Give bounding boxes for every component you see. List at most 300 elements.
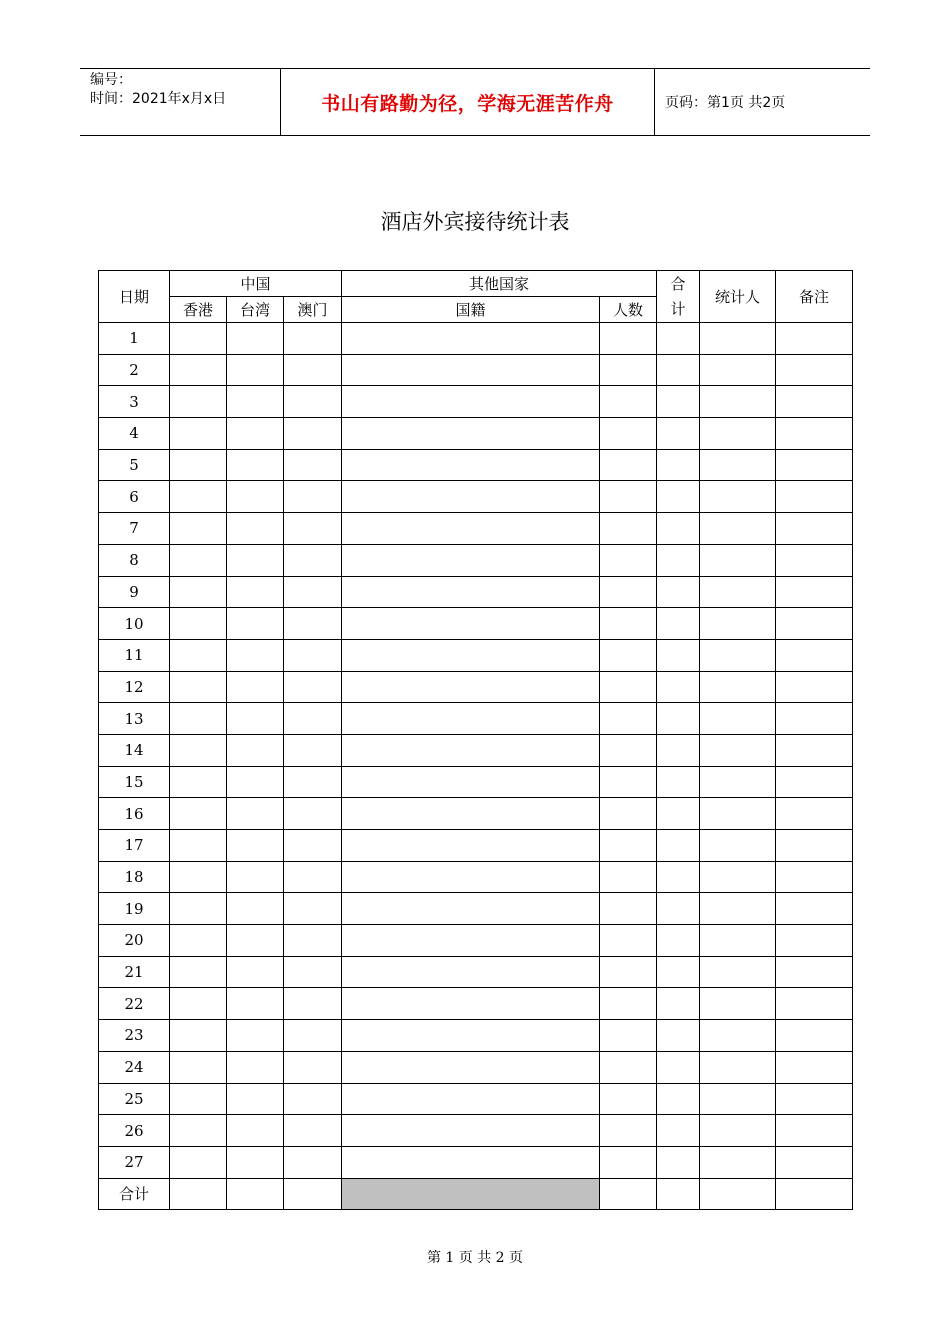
cell-count[interactable] (600, 1051, 657, 1083)
row-date-label: 12 (99, 671, 170, 703)
total-cell-count[interactable] (600, 1178, 657, 1210)
cell-total[interactable] (657, 766, 700, 798)
cell-mo[interactable] (284, 893, 342, 925)
cell-stat-person[interactable] (700, 481, 776, 513)
cell-mo[interactable] (284, 1020, 342, 1052)
header-page-info: 页码：第1页 共2页 (665, 95, 786, 111)
row-date-label: 20 (99, 925, 170, 957)
page-title: 酒店外宾接待统计表 (380, 210, 570, 234)
row-date-label: 10 (99, 608, 170, 640)
cell-total[interactable] (657, 893, 700, 925)
cell-mo[interactable] (284, 861, 342, 893)
cell-total[interactable] (657, 925, 700, 957)
table-row (99, 861, 853, 893)
total-cell-hk[interactable] (170, 1178, 227, 1210)
cell-nationality[interactable] (342, 925, 600, 957)
total-cell-note[interactable] (776, 1178, 853, 1210)
cell-total[interactable] (657, 1115, 700, 1147)
cell-count[interactable] (600, 766, 657, 798)
cell-hk[interactable] (170, 386, 227, 418)
cell-count[interactable] (600, 1020, 657, 1052)
cell-tw[interactable] (227, 323, 284, 355)
cell-nationality[interactable] (342, 861, 600, 893)
cell-hk[interactable] (170, 639, 227, 671)
cell-nationality[interactable] (342, 449, 600, 481)
cell-total[interactable] (657, 956, 700, 988)
col-total-header: 合 计 (657, 271, 700, 323)
table-row (99, 608, 853, 640)
row-date-label: 9 (99, 576, 170, 608)
total-cell-total[interactable] (657, 1178, 700, 1210)
table-row (99, 1020, 853, 1052)
cell-hk[interactable] (170, 1020, 227, 1052)
cell-stat-person[interactable] (700, 925, 776, 957)
table-row (99, 576, 853, 608)
group-other-header: 其他国家 (342, 271, 657, 297)
row-date-label: 5 (99, 449, 170, 481)
cell-hk[interactable] (170, 576, 227, 608)
row-date-label: 18 (99, 861, 170, 893)
cell-mo[interactable] (284, 418, 342, 450)
row-date-label: 24 (99, 1051, 170, 1083)
cell-tw[interactable] (227, 893, 284, 925)
cell-total[interactable] (657, 386, 700, 418)
table-row (99, 830, 853, 862)
cell-tw[interactable] (227, 449, 284, 481)
cell-mo[interactable] (284, 671, 342, 703)
cell-tw[interactable] (227, 481, 284, 513)
col-stat-person-header: 统计人 (700, 271, 776, 323)
cell-hk[interactable] (170, 1146, 227, 1178)
row-date-label: 4 (99, 418, 170, 450)
cell-hk[interactable] (170, 1083, 227, 1115)
cell-total[interactable] (657, 988, 700, 1020)
cell-nationality[interactable] (342, 481, 600, 513)
cell-stat-person[interactable] (700, 766, 776, 798)
cell-mo[interactable] (284, 354, 342, 386)
cell-nationality[interactable] (342, 988, 600, 1020)
cell-nationality[interactable] (342, 639, 600, 671)
cell-mo[interactable] (284, 513, 342, 545)
cell-count[interactable] (600, 1115, 657, 1147)
table-row (99, 988, 853, 1020)
cell-stat-person[interactable] (700, 1051, 776, 1083)
cell-note[interactable] (776, 988, 853, 1020)
cell-hk[interactable] (170, 354, 227, 386)
cell-hk[interactable] (170, 323, 227, 355)
time-label: 时间：2021年x月x日 (90, 91, 227, 107)
row-date-label: 2 (99, 354, 170, 386)
row-date-label: 14 (99, 734, 170, 766)
cell-total[interactable] (657, 861, 700, 893)
header-meta (80, 69, 281, 135)
cell-tw[interactable] (227, 734, 284, 766)
cell-total[interactable] (657, 323, 700, 355)
cell-nationality[interactable] (342, 830, 600, 862)
cell-stat-person[interactable] (700, 1020, 776, 1052)
table-row (99, 671, 853, 703)
cell-nationality[interactable] (342, 956, 600, 988)
cell-nationality[interactable] (342, 1146, 600, 1178)
cell-total[interactable] (657, 798, 700, 830)
cell-tw[interactable] (227, 1020, 284, 1052)
cell-tw[interactable] (227, 830, 284, 862)
cell-count[interactable] (600, 830, 657, 862)
cell-nationality[interactable] (342, 703, 600, 735)
cell-count[interactable] (600, 639, 657, 671)
col-date-header: 日期 (99, 271, 170, 323)
cell-stat-person[interactable] (700, 639, 776, 671)
cell-hk[interactable] (170, 449, 227, 481)
cell-total[interactable] (657, 830, 700, 862)
total-cell-tw[interactable] (227, 1178, 284, 1210)
cell-note[interactable] (776, 925, 853, 957)
cell-count[interactable] (600, 893, 657, 925)
cell-nationality[interactable] (342, 893, 600, 925)
cell-mo[interactable] (284, 766, 342, 798)
cell-tw[interactable] (227, 988, 284, 1020)
table-row (99, 323, 853, 355)
cell-total[interactable] (657, 671, 700, 703)
cell-note[interactable] (776, 323, 853, 355)
cell-hk[interactable] (170, 830, 227, 862)
cell-total[interactable] (657, 513, 700, 545)
cell-total[interactable] (657, 1083, 700, 1115)
cell-stat-person[interactable] (700, 418, 776, 450)
cell-tw[interactable] (227, 1146, 284, 1178)
cell-note[interactable] (776, 386, 853, 418)
cell-count[interactable] (600, 703, 657, 735)
cell-mo[interactable] (284, 956, 342, 988)
cell-stat-person[interactable] (700, 703, 776, 735)
cell-mo[interactable] (284, 481, 342, 513)
cell-note[interactable] (776, 513, 853, 545)
cell-stat-person[interactable] (700, 323, 776, 355)
cell-hk[interactable] (170, 798, 227, 830)
cell-mo[interactable] (284, 734, 342, 766)
cell-nationality[interactable] (342, 418, 600, 450)
cell-hk[interactable] (170, 513, 227, 545)
cell-nationality[interactable] (342, 386, 600, 418)
cell-tw[interactable] (227, 671, 284, 703)
cell-stat-person[interactable] (700, 988, 776, 1020)
cell-mo[interactable] (284, 925, 342, 957)
table-row (99, 1115, 853, 1147)
cell-nationality[interactable] (342, 766, 600, 798)
cell-mo[interactable] (284, 830, 342, 862)
table-row (99, 1051, 853, 1083)
cell-stat-person[interactable] (700, 354, 776, 386)
total-cell-nationality-shaded (342, 1178, 600, 1210)
row-date-label: 23 (99, 1020, 170, 1052)
cell-nationality[interactable] (342, 323, 600, 355)
cell-count[interactable] (600, 576, 657, 608)
cell-hk[interactable] (170, 734, 227, 766)
cell-tw[interactable] (227, 1115, 284, 1147)
cell-mo[interactable] (284, 386, 342, 418)
cell-note[interactable] (776, 798, 853, 830)
cell-hk[interactable] (170, 766, 227, 798)
cell-note[interactable] (776, 893, 853, 925)
cell-count[interactable] (600, 861, 657, 893)
page-footer: 第 1 页 共 2 页 (426, 1250, 524, 1266)
cell-total[interactable] (657, 1146, 700, 1178)
cell-nationality[interactable] (342, 513, 600, 545)
cell-note[interactable] (776, 703, 853, 735)
cell-mo[interactable] (284, 576, 342, 608)
cell-note[interactable] (776, 639, 853, 671)
cell-mo[interactable] (284, 1115, 342, 1147)
cell-total[interactable] (657, 639, 700, 671)
cell-mo[interactable] (284, 323, 342, 355)
cell-mo[interactable] (284, 1051, 342, 1083)
table-row (99, 734, 853, 766)
sub-mo-header: 澳门 (284, 297, 342, 323)
cell-tw[interactable] (227, 608, 284, 640)
header-row-1 (99, 271, 853, 297)
sub-hk-header: 香港 (170, 297, 227, 323)
cell-tw[interactable] (227, 418, 284, 450)
row-date-label: 16 (99, 798, 170, 830)
row-date-label: 3 (99, 386, 170, 418)
row-date-label: 27 (99, 1146, 170, 1178)
cell-count[interactable] (600, 513, 657, 545)
cell-hk[interactable] (170, 893, 227, 925)
table-row (99, 925, 853, 957)
cell-stat-person[interactable] (700, 608, 776, 640)
cell-tw[interactable] (227, 1051, 284, 1083)
cell-count[interactable] (600, 608, 657, 640)
cell-tw[interactable] (227, 354, 284, 386)
col-note-header: 备注 (776, 271, 853, 323)
cell-total[interactable] (657, 734, 700, 766)
cell-tw[interactable] (227, 576, 284, 608)
cell-hk[interactable] (170, 988, 227, 1020)
row-date-label: 19 (99, 893, 170, 925)
cell-mo[interactable] (284, 1146, 342, 1178)
cell-tw[interactable] (227, 1083, 284, 1115)
table-row (99, 956, 853, 988)
cell-note[interactable] (776, 1083, 853, 1115)
cell-note[interactable] (776, 608, 853, 640)
row-date-label: 22 (99, 988, 170, 1020)
cell-mo[interactable] (284, 1083, 342, 1115)
row-date-label: 1 (99, 323, 170, 355)
cell-count[interactable] (600, 449, 657, 481)
cell-note[interactable] (776, 1020, 853, 1052)
cell-tw[interactable] (227, 766, 284, 798)
table-row (99, 481, 853, 513)
cell-count[interactable] (600, 1083, 657, 1115)
cell-tw[interactable] (227, 861, 284, 893)
cell-note[interactable] (776, 1146, 853, 1178)
cell-total[interactable] (657, 354, 700, 386)
cell-stat-person[interactable] (700, 386, 776, 418)
row-date-label: 25 (99, 1083, 170, 1115)
cell-stat-person[interactable] (700, 1083, 776, 1115)
cell-count[interactable] (600, 956, 657, 988)
cell-note[interactable] (776, 734, 853, 766)
cell-mo[interactable] (284, 544, 342, 576)
cell-count[interactable] (600, 354, 657, 386)
table-row (99, 1146, 853, 1178)
cell-count[interactable] (600, 671, 657, 703)
cell-nationality[interactable] (342, 1115, 600, 1147)
cell-mo[interactable] (284, 639, 342, 671)
table-row (99, 418, 853, 450)
cell-mo[interactable] (284, 449, 342, 481)
cell-note[interactable] (776, 766, 853, 798)
cell-count[interactable] (600, 925, 657, 957)
cell-hk[interactable] (170, 544, 227, 576)
cell-note[interactable] (776, 1115, 853, 1147)
sub-count-header: 人数 (600, 297, 657, 323)
table-row (99, 1083, 853, 1115)
table-row (99, 449, 853, 481)
cell-hk[interactable] (170, 1115, 227, 1147)
row-date-label: 8 (99, 544, 170, 576)
cell-tw[interactable] (227, 956, 284, 988)
cell-total[interactable] (657, 703, 700, 735)
group-china-header: 中国 (170, 271, 342, 297)
cell-stat-person[interactable] (700, 449, 776, 481)
table-body (99, 323, 853, 1179)
cell-mo[interactable] (284, 608, 342, 640)
cell-stat-person[interactable] (700, 830, 776, 862)
cell-total[interactable] (657, 418, 700, 450)
cell-hk[interactable] (170, 608, 227, 640)
cell-nationality[interactable] (342, 354, 600, 386)
total-row (99, 1178, 853, 1210)
cell-stat-person[interactable] (700, 513, 776, 545)
cell-total[interactable] (657, 1051, 700, 1083)
cell-count[interactable] (600, 988, 657, 1020)
cell-tw[interactable] (227, 925, 284, 957)
row-date-label: 15 (99, 766, 170, 798)
cell-note[interactable] (776, 1051, 853, 1083)
table-row (99, 354, 853, 386)
row-date-label: 6 (99, 481, 170, 513)
row-date-label: 17 (99, 830, 170, 862)
cell-tw[interactable] (227, 386, 284, 418)
cell-nationality[interactable] (342, 1051, 600, 1083)
cell-tw[interactable] (227, 544, 284, 576)
row-date-label: 21 (99, 956, 170, 988)
header-motto: 书山有路勤为径，学海无涯苦作舟 (281, 69, 655, 135)
cell-hk[interactable] (170, 703, 227, 735)
cell-stat-person[interactable] (700, 544, 776, 576)
row-date-label: 13 (99, 703, 170, 735)
cell-note[interactable] (776, 671, 853, 703)
cell-mo[interactable] (284, 703, 342, 735)
total-cell-mo[interactable] (284, 1178, 342, 1210)
cell-hk[interactable] (170, 925, 227, 957)
document-header (80, 68, 870, 136)
cell-note[interactable] (776, 830, 853, 862)
cell-stat-person[interactable] (700, 893, 776, 925)
table-row (99, 544, 853, 576)
cell-nationality[interactable] (342, 576, 600, 608)
sub-nationality-header: 国籍 (342, 297, 600, 323)
cell-total[interactable] (657, 481, 700, 513)
cell-hk[interactable] (170, 861, 227, 893)
cell-total[interactable] (657, 1020, 700, 1052)
cell-nationality[interactable] (342, 671, 600, 703)
cell-nationality[interactable] (342, 1083, 600, 1115)
cell-mo[interactable] (284, 988, 342, 1020)
table-row (99, 798, 853, 830)
cell-nationality[interactable] (342, 1020, 600, 1052)
cell-count[interactable] (600, 481, 657, 513)
cell-count[interactable] (600, 544, 657, 576)
cell-note[interactable] (776, 576, 853, 608)
cell-count[interactable] (600, 418, 657, 450)
cell-count[interactable] (600, 734, 657, 766)
cell-note[interactable] (776, 544, 853, 576)
cell-stat-person[interactable] (700, 671, 776, 703)
cell-stat-person[interactable] (700, 861, 776, 893)
cell-note[interactable] (776, 354, 853, 386)
cell-tw[interactable] (227, 639, 284, 671)
total-cell-stat-person[interactable] (700, 1178, 776, 1210)
sub-tw-header: 台湾 (227, 297, 284, 323)
total-label: 合计 (99, 1178, 170, 1210)
table-row (99, 893, 853, 925)
cell-note[interactable] (776, 861, 853, 893)
cell-count[interactable] (600, 323, 657, 355)
cell-nationality[interactable] (342, 608, 600, 640)
cell-tw[interactable] (227, 703, 284, 735)
row-date-label: 11 (99, 639, 170, 671)
cell-note[interactable] (776, 418, 853, 450)
cell-nationality[interactable] (342, 544, 600, 576)
row-date-label: 7 (99, 513, 170, 545)
cell-stat-person[interactable] (700, 798, 776, 830)
cell-count[interactable] (600, 386, 657, 418)
table-row (99, 766, 853, 798)
cell-nationality[interactable] (342, 798, 600, 830)
cell-tw[interactable] (227, 513, 284, 545)
row-date-label: 26 (99, 1115, 170, 1147)
cell-note[interactable] (776, 956, 853, 988)
cell-note[interactable] (776, 449, 853, 481)
cell-total[interactable] (657, 576, 700, 608)
cell-hk[interactable] (170, 956, 227, 988)
cell-hk[interactable] (170, 481, 227, 513)
cell-stat-person[interactable] (700, 1115, 776, 1147)
table-row (99, 386, 853, 418)
cell-total[interactable] (657, 544, 700, 576)
cell-count[interactable] (600, 798, 657, 830)
cell-count[interactable] (600, 1146, 657, 1178)
cell-stat-person[interactable] (700, 734, 776, 766)
cell-total[interactable] (657, 449, 700, 481)
cell-mo[interactable] (284, 798, 342, 830)
cell-hk[interactable] (170, 671, 227, 703)
cell-note[interactable] (776, 481, 853, 513)
table-row (99, 513, 853, 545)
cell-hk[interactable] (170, 418, 227, 450)
cell-stat-person[interactable] (700, 1146, 776, 1178)
cell-hk[interactable] (170, 1051, 227, 1083)
cell-stat-person[interactable] (700, 956, 776, 988)
table-row (99, 703, 853, 735)
cell-stat-person[interactable] (700, 576, 776, 608)
cell-tw[interactable] (227, 798, 284, 830)
cell-total[interactable] (657, 608, 700, 640)
table-row (99, 639, 853, 671)
cell-nationality[interactable] (342, 734, 600, 766)
